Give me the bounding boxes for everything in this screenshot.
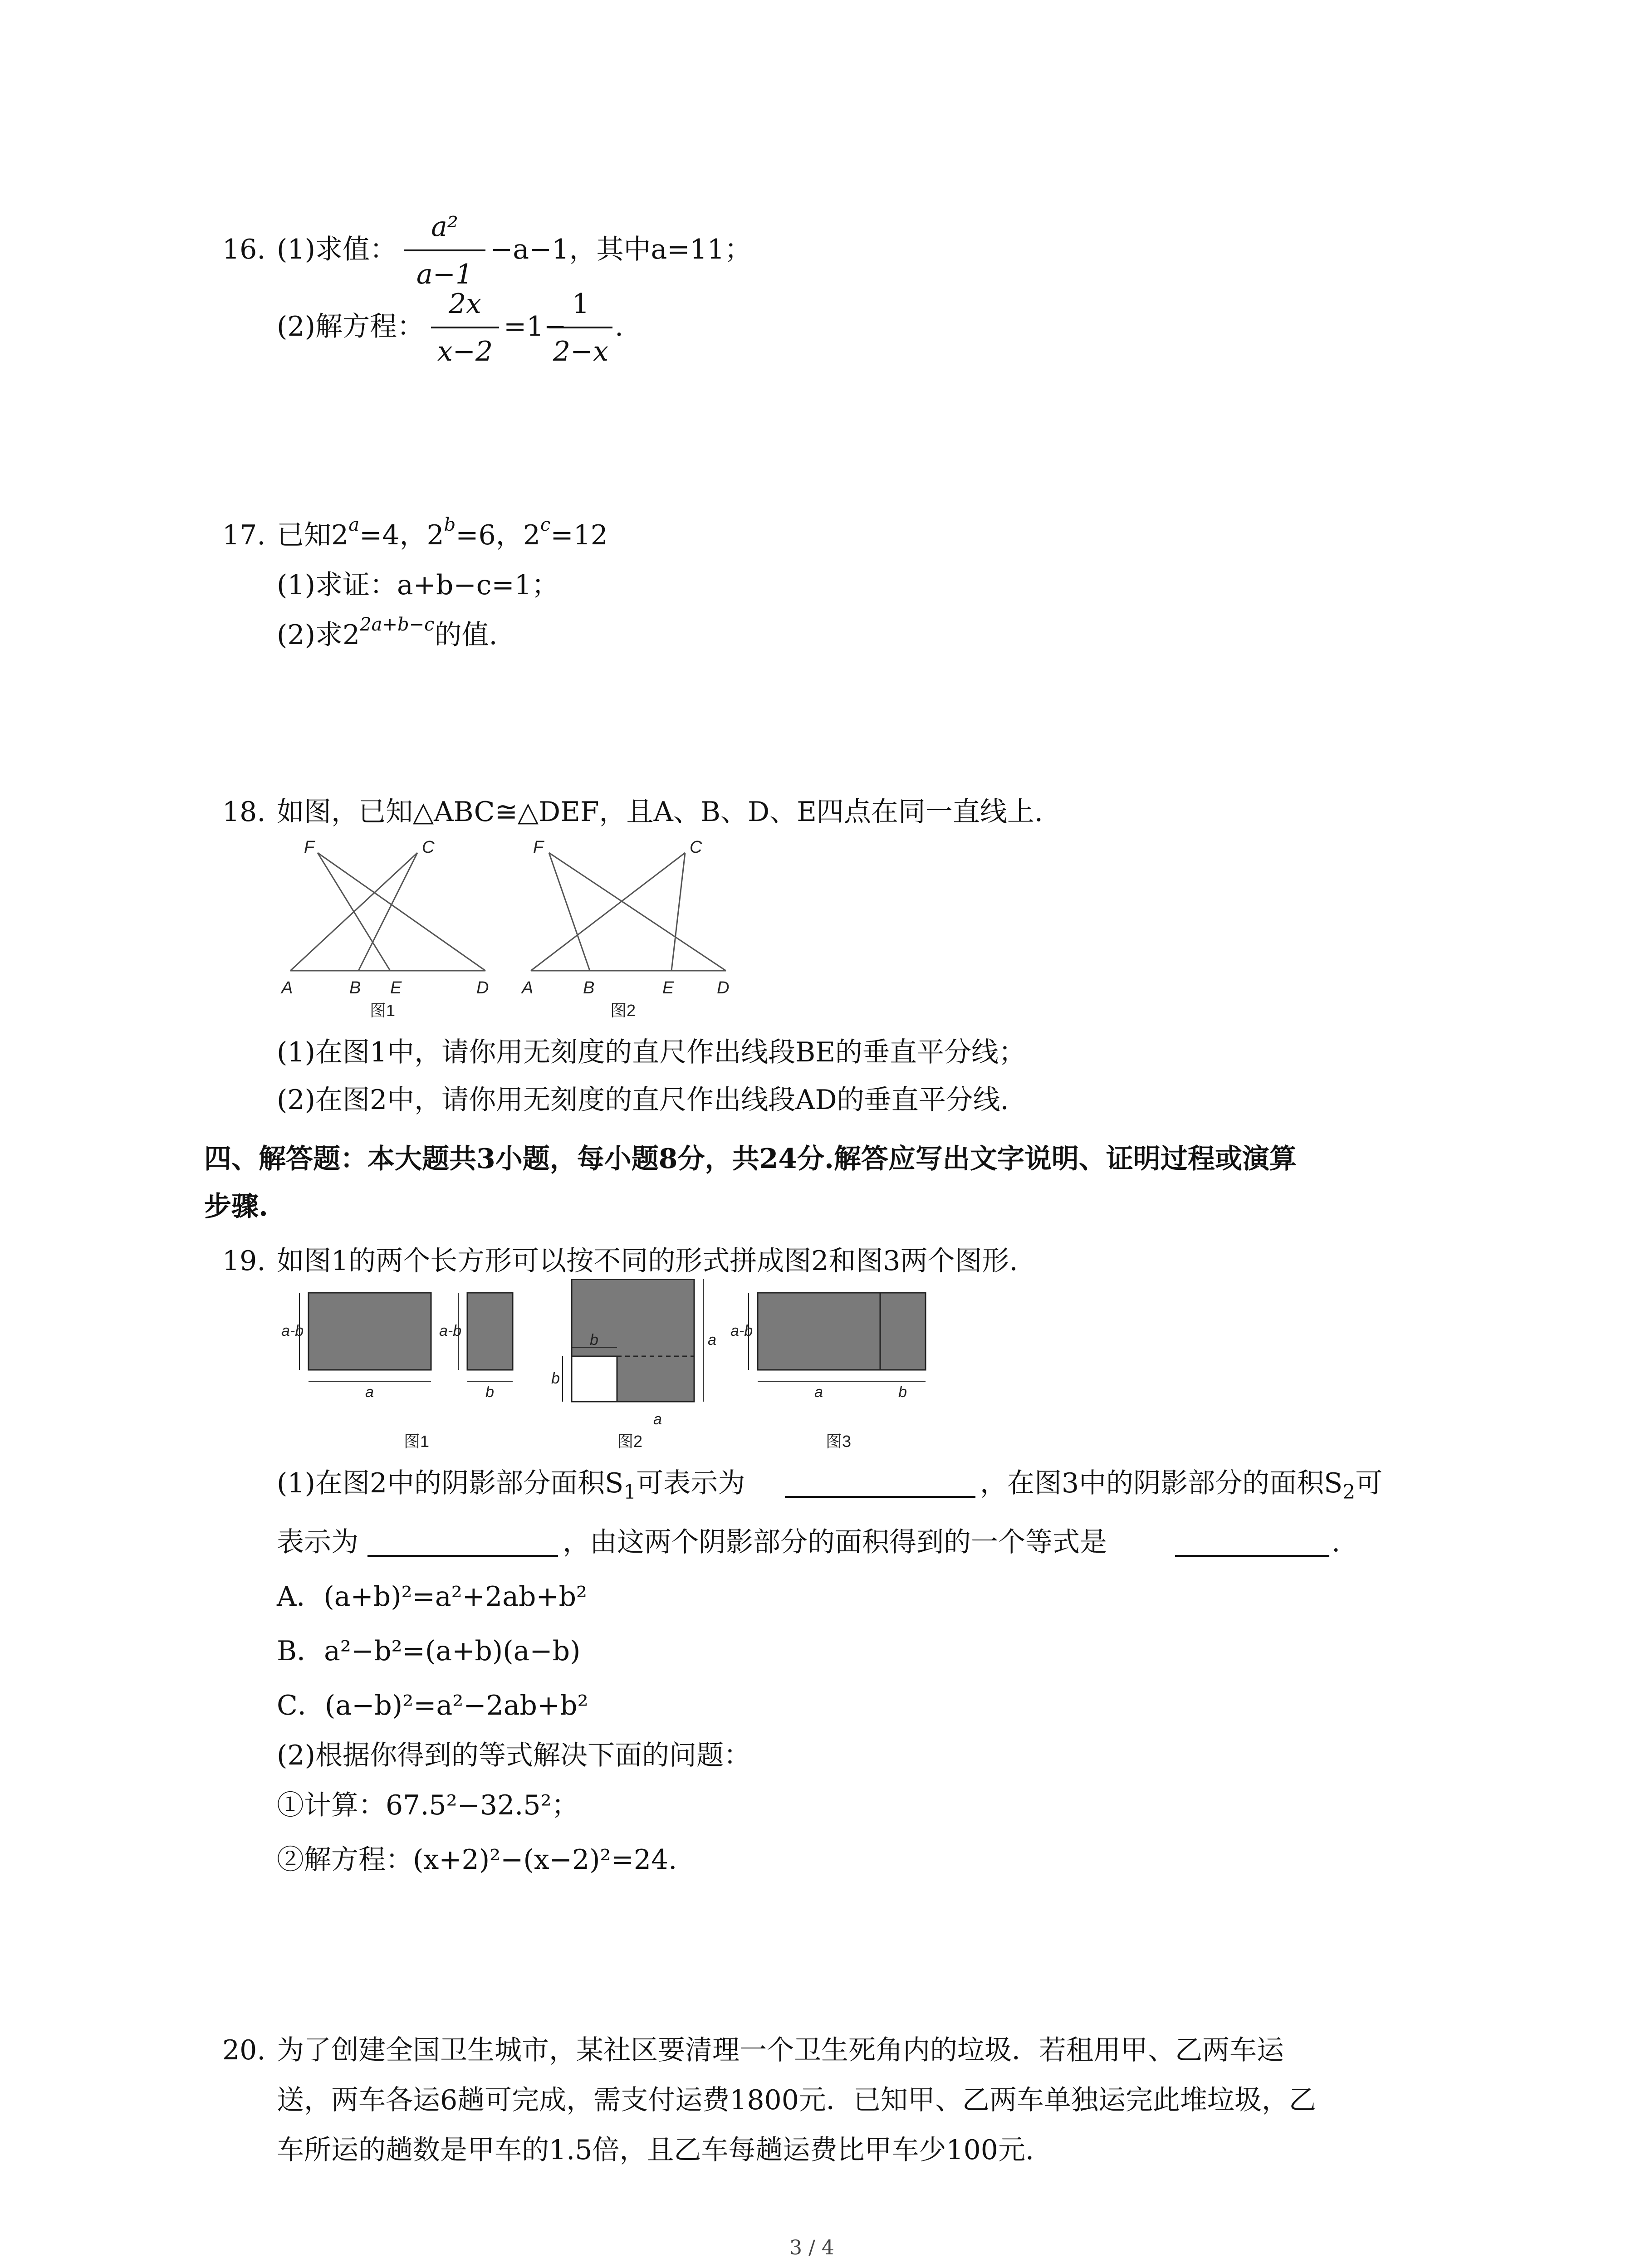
- q16-part2-end: .: [615, 311, 624, 342]
- fig1-label-F: F: [304, 838, 315, 857]
- q17-exp-a: a: [348, 514, 360, 535]
- q16-number: 16.: [222, 234, 266, 265]
- fig1-label-E: E: [390, 978, 402, 997]
- q16-part1-frac-num: a²: [431, 211, 458, 243]
- q19-part1-line1: [277, 1467, 745, 1504]
- fig1-label-A: A: [281, 978, 293, 997]
- fig2-label-A: A: [522, 978, 534, 997]
- q16-part2-prefix: (2)解方程：: [277, 311, 424, 342]
- q17-line1: [277, 514, 608, 551]
- q20-line2: 送，两车各运6趟可完成，需支付运费1800元．已知甲、乙两车单独运完此堆垃圾，乙: [277, 2084, 1316, 2116]
- q19-fig1-caption: 图1: [404, 1432, 430, 1451]
- q16-part2-frac1-bar: [431, 327, 499, 328]
- fig1-label-B: B: [349, 978, 361, 997]
- fig1-caption: 图1: [370, 1001, 396, 1020]
- q17-number: 17.: [222, 519, 266, 551]
- q19-part1-text-a: (1)在图2中的阴影部分面积S: [277, 1467, 624, 1499]
- q19-option-c: C．(a−b)²=a²−2ab+b²: [277, 1690, 588, 1721]
- q19-part1-text-b: 可表示为: [636, 1467, 745, 1499]
- fig2-label-E: E: [662, 978, 674, 997]
- fig2-label-B: B: [583, 978, 595, 997]
- fig2-caption: 图2: [610, 1001, 636, 1020]
- q17-part2-exp: 2a+b−c: [360, 614, 435, 635]
- q17-exp-b: b: [444, 514, 456, 535]
- fig3-label-b: b: [898, 1383, 907, 1401]
- q18-part1: (1)在图1中，请你用无刻度的直尺作出线段BE的垂直平分线；: [277, 1036, 1026, 1068]
- fig2-label-F: F: [533, 838, 544, 857]
- q17-line1-text-d: =12: [550, 519, 608, 551]
- q19-part1-line1-cont: [980, 1467, 1383, 1504]
- fig2-label-b-left: b: [551, 1370, 560, 1387]
- q17-part1: (1)求证：a+b−c=1；: [277, 569, 559, 601]
- q20-line1: 为了创建全国卫生城市，某社区要清理一个卫生死角内的垃圾．若租用甲、乙两车运: [277, 2034, 1284, 2066]
- q16-part2-mid: =1−: [504, 311, 567, 342]
- q19-sub1: 1: [623, 1481, 637, 1504]
- q18-number: 18.: [222, 796, 266, 828]
- fig2-label-a-bottom: a: [653, 1411, 662, 1428]
- q17-line1-text-b: =4，2: [359, 519, 444, 551]
- q17-part2: [277, 614, 498, 651]
- q19-number: 19.: [222, 1245, 266, 1277]
- q19-part2-item2: ②解方程：(x+2)²−(x−2)²=24.: [277, 1844, 677, 1876]
- q16-part1-suffix: −a−1，其中a=11；: [490, 234, 752, 265]
- q16-part2-frac2-bar: [549, 327, 612, 328]
- q19-answer-blank-equation[interactable]: [1175, 1555, 1329, 1557]
- fig1-label-D: D: [476, 978, 489, 997]
- q18-text: 如图，已知△ABC≅△DEF，且A、B、D、E四点在同一直线上.: [277, 796, 1043, 828]
- fig3-label-a-minus-b: a-b: [730, 1322, 753, 1339]
- fig1-label-b: b: [485, 1383, 494, 1401]
- q16-part2-frac1-den: x−2: [437, 336, 493, 367]
- q18-figure-2: [513, 835, 749, 1025]
- q19-text: 如图1的两个长方形可以按不同的形式拼成图2和图3两个图形.: [277, 1245, 1018, 1277]
- fig2-label-D: D: [717, 978, 730, 997]
- q16-part1-prefix: (1)求值：: [277, 234, 397, 265]
- q19-sub2: 2: [1342, 1481, 1356, 1504]
- fig1-label-C: C: [422, 838, 435, 857]
- q19-option-a: A．(a+b)²=a²+2ab+b²: [277, 1581, 588, 1613]
- q19-answer-blank-s1[interactable]: [785, 1496, 975, 1498]
- q18-part2: (2)在图2中，请你用无刻度的直尺作出线段AD的垂直平分线.: [277, 1084, 1009, 1116]
- q19-part1-line2-end: .: [1332, 1526, 1341, 1558]
- q18-figure-1: [272, 835, 508, 1025]
- fig1-label-a-minus-b: a-b: [281, 1322, 304, 1339]
- fig2-label-b-top: b: [590, 1331, 598, 1349]
- q19-part1-line2-a: 表示为: [277, 1526, 358, 1558]
- q17-part2-text-b: 的值.: [434, 619, 498, 651]
- q19-part2-item1: ①计算：67.5²−32.5²；: [277, 1789, 579, 1821]
- q17-exp-c: c: [540, 514, 551, 535]
- fig1-label-a: a: [365, 1383, 374, 1401]
- q19-fig2-caption: 图2: [617, 1432, 643, 1451]
- page-number: 3 / 4: [789, 2236, 834, 2259]
- q17-line1-text-a: 已知2: [277, 519, 349, 551]
- q19-part1-text-d: 可: [1355, 1467, 1383, 1499]
- q16-part2-frac2-den: 2−x: [553, 336, 609, 367]
- q19-fig3-caption: 图3: [826, 1432, 852, 1451]
- q19-option-b: B．a²−b²=(a+b)(a−b): [277, 1635, 581, 1667]
- q19-answer-blank-s2[interactable]: [367, 1555, 558, 1557]
- q16-part2-frac1-num: 2x: [448, 288, 481, 320]
- fig2-label-C: C: [690, 838, 702, 857]
- q16-part2-frac2-num: 1: [572, 288, 590, 320]
- fig3-label-a: a: [814, 1383, 823, 1401]
- q20-line3: 车所运的趟数是甲车的1.5倍，且乙车每趟运费比甲车少100元.: [277, 2134, 1034, 2166]
- q16-part1-frac-den: a−1: [416, 259, 473, 290]
- q19-part1-line2-b: ，由这两个阴影部分的面积得到的一个等式是: [563, 1526, 1107, 1558]
- q17-line1-text-c: =6，2: [456, 519, 540, 551]
- section4-heading-line1: 四、解答题：本大题共3小题，每小题8分，共24分.解答应写出文字说明、证明过程或演算: [204, 1143, 1297, 1175]
- fig1-label-a-minus-b-2: a-b: [439, 1322, 462, 1339]
- q19-figures: [281, 1279, 971, 1461]
- fig2-label-a-right: a: [708, 1331, 716, 1349]
- q16-part1-frac-bar: [404, 249, 485, 251]
- section4-heading-line2: 步骤.: [204, 1191, 268, 1222]
- q19-part1-text-c: ，在图3中的阴影部分的面积S: [980, 1467, 1343, 1499]
- q17-part2-text-a: (2)求2: [277, 619, 360, 651]
- q19-part2: (2)根据你得到的等式解决下面的问题：: [277, 1740, 751, 1771]
- q20-number: 20.: [222, 2034, 266, 2066]
